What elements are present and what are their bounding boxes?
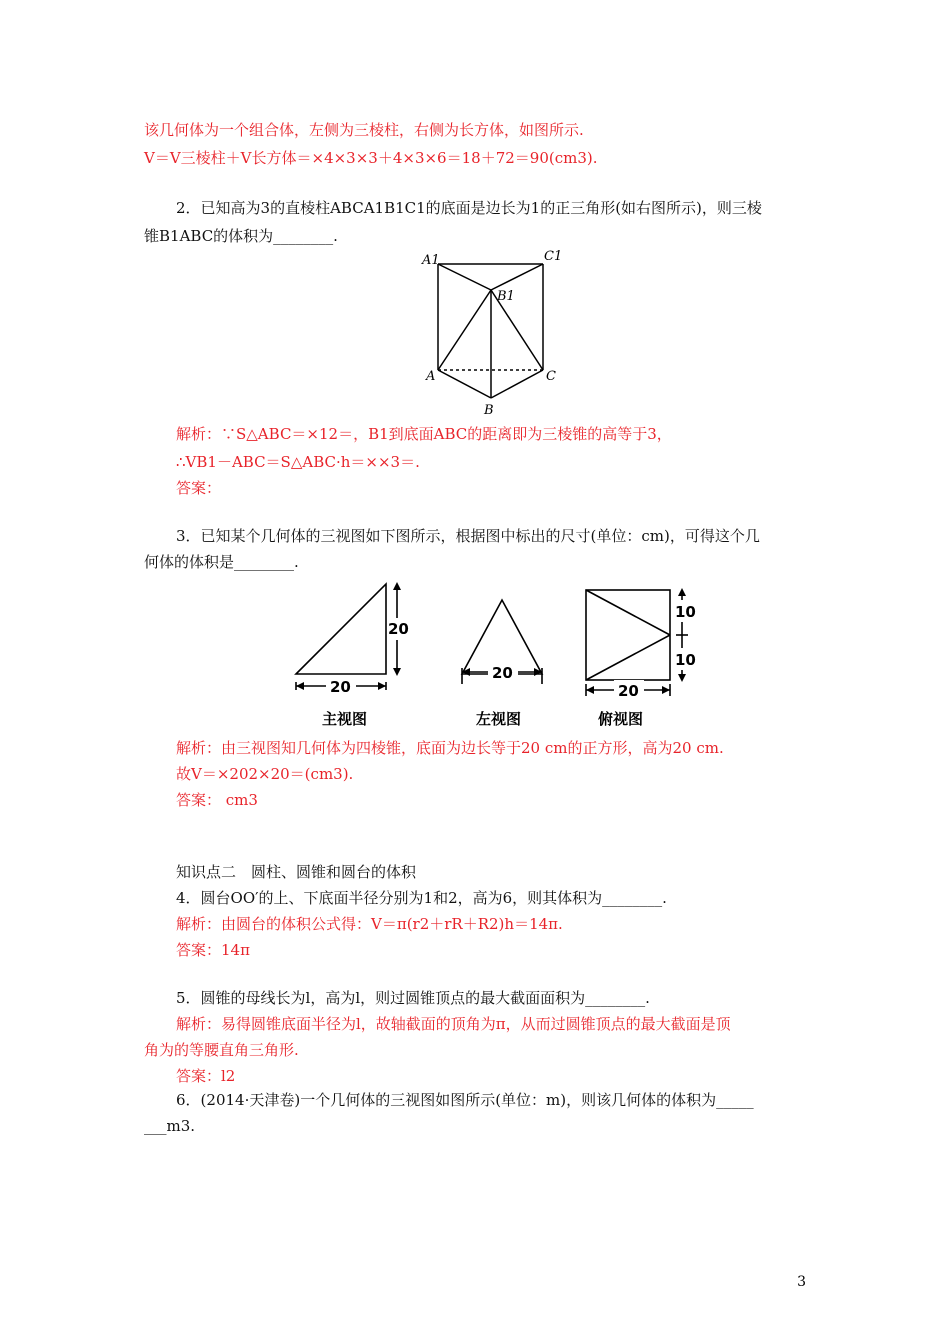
section-heading: 知识点二 圆柱、圆锥和圆台的体积 <box>176 863 417 881</box>
label-A: A <box>426 369 436 384</box>
question-5: 5．圆锥的母线长为l，高为l，则过圆锥顶点的最大截面面积为________. <box>176 989 650 1007</box>
solution-line: 解析：∵S△ABC＝×12＝，B1到底面ABC的距离即为三棱锥的高等于3， <box>176 425 672 443</box>
question-4: 4．圆台OO′的上、下底面半径分别为1和2，高为6，则其体积为________. <box>176 889 667 907</box>
solution-line: 解析：易得圆锥底面半径为l，故轴截面的顶角为π，从而过圆锥顶点的最大截面是顶 <box>176 1015 731 1033</box>
question-2: 2．已知高为3的直棱柱ABCA1B1C1的底面是边长为1的正三角形(如右图所示)，则三棱 <box>176 199 762 217</box>
label-C: C <box>546 369 556 384</box>
answer-line: 答案：14π <box>176 941 250 959</box>
question-6-cont: ___m3. <box>144 1117 196 1135</box>
solution-line: 故V＝×202×20＝(cm3). <box>176 765 354 783</box>
question-6: 6．(2014·天津卷)一个几何体的三视图如图所示(单位：m)，则该几何体的体积为_____ <box>176 1091 754 1109</box>
prism-figure <box>418 248 568 420</box>
dim-top-lower: 10 <box>675 651 696 669</box>
front-view-label: 主视图 <box>322 710 368 728</box>
dim-top-width: 20 <box>618 682 639 700</box>
top-view-label: 俯视图 <box>598 710 644 728</box>
answer-line: 答案： <box>176 479 222 497</box>
three-views-figure <box>290 578 710 734</box>
dim-front-height: 20 <box>388 620 409 638</box>
dim-front-width: 20 <box>330 678 351 696</box>
side-view-label: 左视图 <box>476 710 522 728</box>
question-2-cont: 锥B1ABC的体积为________. <box>144 227 338 245</box>
solution-line: 解析：由三视图知几何体为四棱锥，底面为边长等于20 cm的正方形，高为20 cm. <box>176 739 724 757</box>
dim-top-upper: 10 <box>675 603 696 621</box>
label-C1: C1 <box>544 249 563 264</box>
question-3-cont: 何体的体积是________. <box>144 553 299 571</box>
label-B: B <box>484 403 494 418</box>
dim-side-width: 20 <box>492 664 513 682</box>
solution-line: 解析：由圆台的体积公式得：V＝π(r2＋rR＋R2)h＝14π. <box>176 915 563 933</box>
label-B1: B1 <box>497 289 515 304</box>
answer-line: 答案：l2 <box>176 1067 236 1085</box>
page-number: 3 <box>797 1274 806 1290</box>
label-A1: A1 <box>422 253 440 268</box>
solution-line: 角为的等腰直角三角形. <box>144 1041 299 1059</box>
solution-line: V＝V三棱柱＋V长方体＝×4×3×3＋4×3×6＝18＋72＝90(cm3). <box>144 149 598 167</box>
answer-line: 答案： cm3 <box>176 791 258 809</box>
question-3: 3．已知某个几何体的三视图如下图所示，根据图中标出的尺寸(单位：cm)，可得这个几 <box>176 527 760 545</box>
solution-line: 该几何体为一个组合体，左侧为三棱柱，右侧为长方体，如图所示. <box>144 121 584 139</box>
solution-line: ∴VB1－ABC＝S△ABC·h＝××3＝. <box>176 453 420 471</box>
